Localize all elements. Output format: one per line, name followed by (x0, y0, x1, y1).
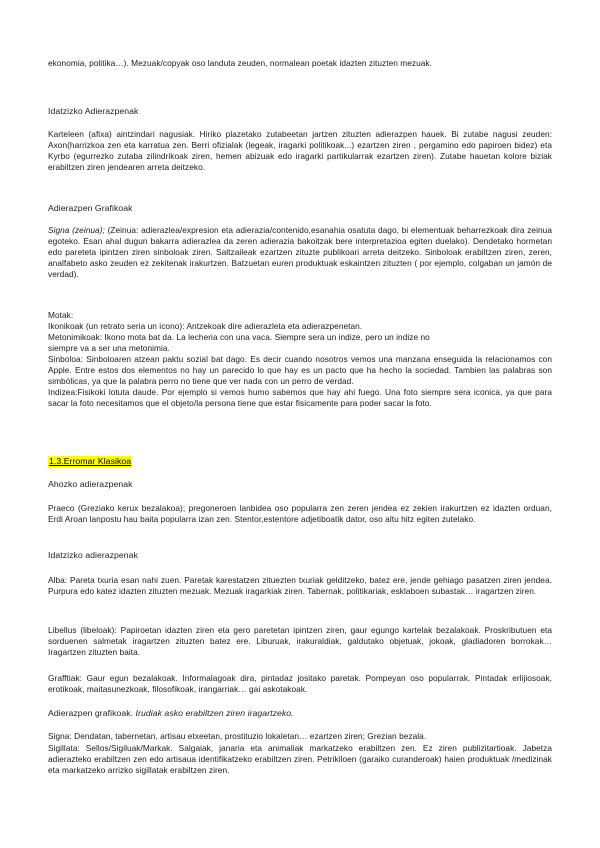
type-sinboloa: Sinboloa: Sinboloaren atzean paktu sozial bat dago. Es decir cuando nosotros vemos una manzana enseguida la relacionamos con Apple. Entre estos dos elementos no hay un parecido lo que hay es un pacto que ha hecho la sociedad. Tambien las palabras son simbólicas, ya que la palabra perro no tiene que ver nada con un perro de verdad. (48, 354, 552, 386)
type-metonimikoak-line-1: Metonimikoak: Ikono mota bat da. La lecheria con una vaca. Siempre sera un indize, pero un indize no (48, 332, 430, 342)
type-ikonikoak: Ikonikoak (un retrato seria un icono): Antzekoak dire adierazleta eta adierazpenetan. (48, 321, 363, 331)
written-expressions-paragraph: Karteleen (afixa) aintzindari nagusiak. Hiriko plazetako zutabeetan jartzen zituzten adierazpen hauek. Bi zutabe nagusi zeuden: Axon(harrizkoa zen eta karratua zen. Berri ofizialak (legeak, iragarki politikoak...) ezartzen ziren , pergamino edo papiroen bidez) eta Kyrbo (egurrezko zutaba zilindrikoak ziren, hemen abizuak edo iragarki partikularrak ezartzen ziren). Zutabe hauetan kolore biziak erabiltzen ziren jendearen arreta deitzeko. (48, 129, 552, 172)
signa-line: Signa: Dendatan, tabernetan, artisau etxeetan, prostituzio lokaletan… ezartzen ziren; Grezian bezala. (48, 731, 427, 741)
signa-label: Signa (zeinua); (48, 225, 105, 235)
graphic-expressions-heading: Adierazpen Grafikoak (48, 203, 133, 213)
types-label: Motak: (48, 310, 74, 320)
section-title-wrapper (48, 456, 552, 467)
sigillata-paragraph: Sigillata: Sellos/Sigiluak/Markak. Salgaiak, janaria eta animaliak markatzeko erabiltzen zen. Ez ziren publizitartioak. Jabetza adierazteko erabiltzen zen edo artisaua identifikatzeko erabiltzen ziren. Petrikiloen (garaiko curanderoak) haien produktuak /medizinak eta markatzeko arrizko sigillatak erabiltzen ziren. (48, 743, 552, 775)
written-expressions-heading: Idatzizko Adierazpenak (48, 106, 139, 116)
graphic-heading-2-italic: Irudiak asko erabiltzen ziren iragartzeko. (135, 708, 294, 718)
graphic-expressions-heading-2 (48, 708, 552, 719)
praeco-paragraph: Praeco (Greziako kerux bezalakoa); pregoneroen lanbidea oso popularra zen zeren jendea ez zekien irakurtzen ez idazten orduan, Erdi Aroan lanpostu hau baita popularra izan zen. Stentor,estentore adjetiboatik dator, oso altu hitz egiten zutelako. (48, 503, 552, 524)
graffitiak-paragraph: Grafftiak: Gaur egun bezalakoak. Informalagoak dira, pintadaz jositako paretak. Pompeyan oso popularrak. Pintadak erlijiosoak, erotikoak, maitasunezkoak, filosofikoak, irangarriak… gai askotakoak. (48, 673, 552, 694)
signa-text: (Zeinua: adierazlea/expresion eta adierazia/contenido,esanahia osatuta dago, bi elementuak beharrezkoak dira zeinua egoteko. Esan ahal dugun bakarra adierazlea da zeren adierazia bakoitzak bere interpretazioa egiten duelako). Dendetako hormetan edo pareteta ipintzen ziren sinboloak ziren. Saltzaileak ezartzen zituzte publikoari arreta deitzeko. Sinboloak erabiltzen ziren, zeren, analfabeto asko zeuden ez zekitenak irakurtzen. Batzuetan euren produktuak eskaintzen zituzten ( por ejemplo, colgaban un jamón de verdad). (48, 225, 552, 279)
type-metonimikoak-line-2: siempre va a ser una metonimia. (48, 343, 170, 353)
intro-line: ekonomia, politika…). Mezuak/copyak oso landuta zeuden, normalean poetak idazten zituzten mezuak. (48, 58, 432, 68)
libellus-paragraph: Libellus (libeloak): Papiroetan idazten ziren eta gero paretetan ipintzen ziren, gaur egungo kartelak bezalakoak. Proskributuen eta sorduenen salmetak iragartzen zituzten batez ere. Liburuak, irakuraldiak, galdutako objetuak, jokoak, gladiadoren borrokak… Iragartzen zituzten baita. (48, 625, 552, 657)
signa-paragraph (48, 225, 552, 280)
oral-expressions-heading: Ahozko adierazpenak (48, 479, 133, 489)
alba-paragraph: Alba: Pareta txuria esan nahi zuen. Paretak karestatzen zituezten txuriak gelditzeko, batez ere, jende gehiago pasatzen ziren jendea. Purpura edo katez idazten zituzten mezuak. Mezuak iragarkiak ziren. Tabernak, politikariak, esklaboen subastak… iragartzen ziren. (48, 575, 552, 596)
types-block (48, 310, 552, 409)
section-title: 1.3.Erromar Klasikoa (49, 456, 132, 466)
written-expressions-heading-2: Idatzizko adierazpenak (48, 550, 138, 560)
type-indizea: Indizea:Fisikoki lotuta daude. Por ejemplo si vemos humo sabemos que hay ahi fuego. Una foto siempre sera iconica, ya que para sacar la foto necesitamos que el objeto/la persona tiene que estar fisicamente para poder sacar la foto. (48, 387, 552, 408)
graphic-heading-2-main: Adierazpen grafikoak. (48, 708, 136, 718)
